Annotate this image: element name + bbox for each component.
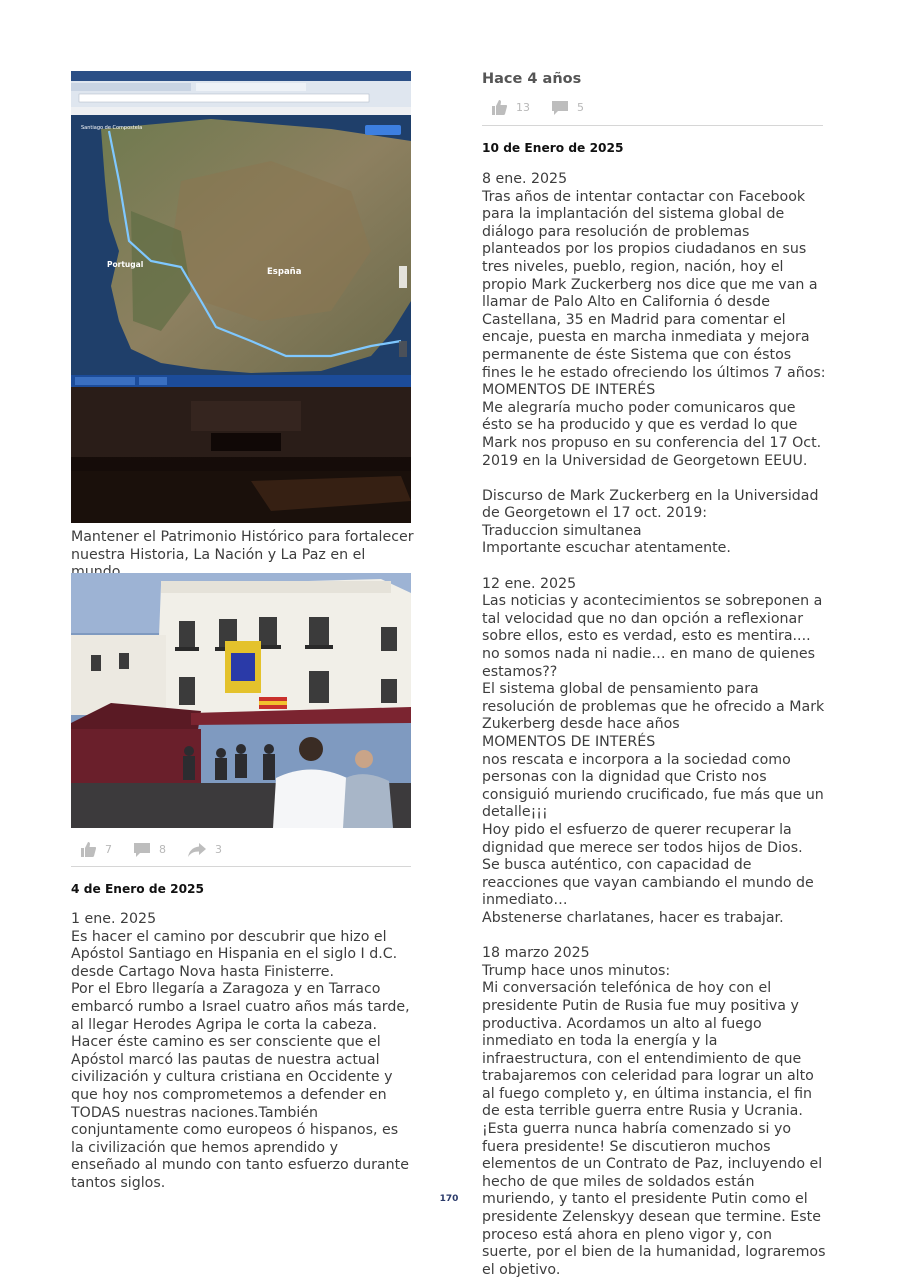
share-count: 3 <box>215 843 222 856</box>
photo-caption: Mantener el Patrimonio Histórico para fortalecer nuestra Historia, La Nación y La Paz en el <box>71 529 414 563</box>
comment-count: 5 <box>577 101 584 114</box>
svg-text:Santiago de Compostela: Santiago de Compostela <box>81 125 143 131</box>
map-label-espana: España <box>267 267 302 277</box>
map-projection-photo <box>71 71 411 523</box>
like-stat[interactable] <box>80 842 112 857</box>
like-count: 7 <box>105 843 112 856</box>
comment-stat[interactable] <box>134 843 166 857</box>
map-label-portugal: Portugal <box>107 260 144 269</box>
like-count: 13 <box>516 101 530 114</box>
share-stat[interactable] <box>188 843 222 857</box>
right-post-body: 8 ene. 2025 Tras años de intentar contactar con Facebook para la implantación del sistema global de diálogo para resolución de problemas planteados por los propios ciudadanos en sus tres niveles, pueblo, region, nación, hoy el propio Mark Zuckerberg nos dice que me van a llamar de Palo Alto en California ó desde Castellana, 35 en Madrid para comentar el encaje, puesta en marcha inmediata y mejora permanente de éste Sistema que con éstos fines le he estado ofreciendo los últimos 7 años: MOMENTOS DE INTERÉS Me alegraría mucho poder comunicaros que ésto se ha producido y que es verdad lo que Mark nos propuso en su conferencia del 17 Oct. 2019 en la Universidad de Georgetown EEUU. Discurso de Mark Zuckerberg en la Universidad de Georgetown el 17 oct. 2019: Traduccion simultanea Importante escuchar atentamente. 12 ene. 2025 Las noticias y acontecimientos se sobreponen a tal velocidad que no dan opción a reflexionar sobre ellos, esto es verdad, esto es mentira.... no somos nada ni nadie… en mano de quienes estamos?? El sistema global de pensamiento para resolución de problemas que he ofrecido a Mark Zukerberg desde hace años MOMENTOS DE INTERÉS nos rescata e incorpora a la sociedad como personas con la dignidad que Cristo nos consiguió muriendo crucificado, fue más que un detalle¡¡¡ Hoy pido el esfuerzo de querer recuperar la dignidad que merece ser todos hijos de Dios. Se busca auténtico, con capacidad de reacciones que vayan cambiando el mundo de inmediato… Abstenerse charlatanes, hacer es trabajar. 18 marzo 2025 Trump hace unos minutos: Mi conversación telefónica de hoy con el presidente Putin de Rusia fue muy positiva y productiva. Acordamos un alto al fuego inmediato en toda la energía y la infraestructura, con el entendimiento de que trabajaremos con celeridad para lograr un alto al fuego completo y, en última instancia, el fin de esta terrible guerra entre Rusia y Ucrania. ¡Esta guerra nunca habría comenzado si yo fuera presidente! Se discutieron muchos elementos de un Contrato de Paz, incluyendo el hecho de que miles de soldados están muriendo, y tanto el presidente Putin como el presidente Zelenskyy desean que termine. Este proceso está ahora en pleno vigor y, con suerte, por el bien de la humanidad, lograremos el objetivo. <box>482 171 826 1278</box>
like-stat[interactable] <box>491 100 530 115</box>
left-post-body: 1 ene. 2025 Es hacer el camino por descubrir que hizo el Apóstol Santiago en Hispania en el siglo I d.C. desde Cartago Nova hasta Finisterre. Por el Ebro llegaría a Zaragoza y en Tarraco embarcó rumbo a Israel cuatro años más tarde, al llegar Herodes Agripa le corta la cabeza. Hacer éste camino es ser consciente que el Apóstol marcó las pautas de nuestra actual civilización y cultura cristiana en Occidente y que hoy nos comprometemos a defender en TODAS nuestras naciones.También conjuntamente como europeos ó hispanos, es la civilización que hemos aprendido y enseñado al mundo con tanto esfuerzo durante tantos siglos. <box>71 911 410 1191</box>
left-post-stats <box>80 842 244 857</box>
right-post-date: 10 de Enero de 2025 <box>482 141 624 155</box>
thumbs-up-icon <box>80 842 96 857</box>
right-post-stats <box>491 100 606 115</box>
left-divider <box>71 866 411 867</box>
share-icon <box>188 843 206 857</box>
comment-stat[interactable] <box>552 101 584 115</box>
time-ago: Hace 4 años <box>482 71 582 87</box>
page-number: 170 <box>439 1194 459 1204</box>
map-photo-illustration <box>71 71 411 523</box>
building-photo <box>71 573 411 828</box>
comment-icon <box>134 843 150 857</box>
left-post-date: 4 de Enero de 2025 <box>71 882 205 896</box>
right-divider <box>482 125 823 126</box>
thumbs-up-icon <box>491 100 507 115</box>
comment-icon <box>552 101 568 115</box>
building-photo-illustration <box>71 573 411 828</box>
comment-count: 8 <box>159 843 166 856</box>
